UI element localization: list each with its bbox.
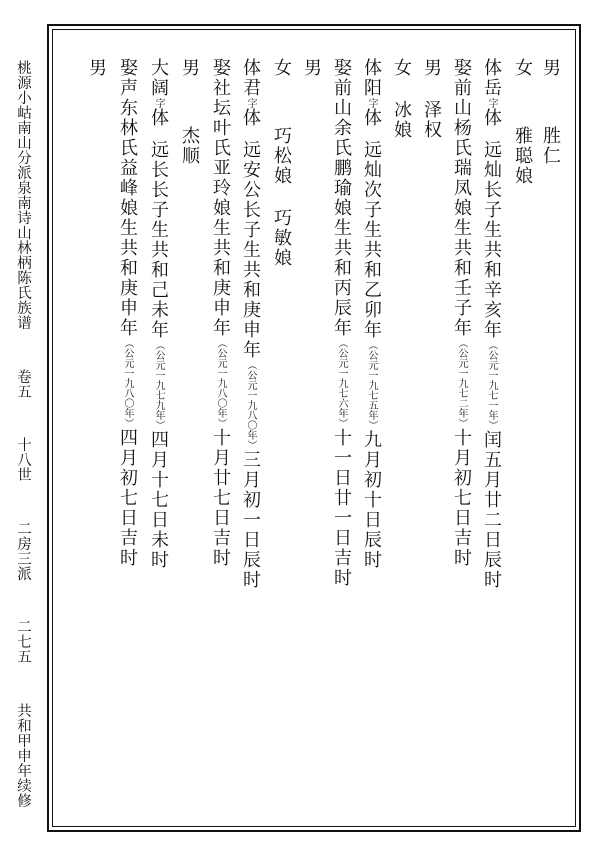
entry-text: 三月初一日辰时 [240,450,261,590]
text-column [143,58,173,818]
entry-text: 巧松娘 [271,126,292,186]
entry-text: 女 [391,58,412,78]
entry-text: 四月初七日吉时 [117,428,138,568]
entry-text: 泽权 [421,100,442,140]
text-column [296,58,326,818]
entry-text: 雅聪娘 [512,126,533,186]
text-column [386,58,416,818]
entry-text: 娶声东林氏益峰娘生共和庚申年 [117,58,138,338]
annotation-text: （公元一九七九年） [153,340,164,430]
entry-text: 体 [481,108,502,128]
margin-header [6,60,40,808]
entry-text: 男 [301,58,322,78]
annotation-text: （公元一九七六年） [336,338,347,428]
entry-text: 十一日廿一日吉时 [331,428,352,588]
entry-text: 九月初十日辰时 [361,430,382,570]
entry-text: 远长长子生共和己未年 [148,140,169,340]
entry-text: 远安公长子生共和庚申年 [240,140,261,360]
annotation-text: 字 [245,98,256,108]
annotation-text: （公元一九七二年） [456,338,467,428]
entry-text: 十月初七日吉时 [451,428,472,568]
text-column [476,58,506,818]
entry-text: 十月廿七日吉时 [210,428,231,568]
annotation-text: 字 [366,98,377,108]
entry-text: 冰娘 [391,100,412,140]
entry-text: 远灿长子生共和辛亥年 [481,140,502,340]
entry-text: 大阔 [148,58,169,98]
text-column [535,58,565,818]
entry-text: 体岳 [481,58,502,98]
entry-text: 男 [86,58,107,78]
text-column [266,58,296,818]
book-title: 桃源小岵南山分派泉南诗山林柄陈氏族谱 [15,60,31,330]
text-column [507,58,537,818]
text-column [112,58,142,818]
entry-text: 男 [179,58,200,78]
entry-text: 娶社坛叶氏亚玲娘生共和庚申年 [210,58,231,338]
entry-text: 巧敏娘 [271,208,292,268]
entry-text: 杰顺 [179,126,200,166]
entry-text: 体 [148,108,169,128]
entry-text: 娶前山余氏鹏瑜娘生共和丙辰年 [331,58,352,338]
entry-text: 女 [512,58,533,78]
annotation-text: （公元一九八〇年） [122,338,133,428]
text-column [174,58,204,818]
edition-label: 共和甲申年续修 [15,702,31,808]
entry-text: 四月十七日未时 [148,430,169,570]
text-column [416,58,446,818]
entry-text: 男 [540,58,561,78]
entry-text: 胜仁 [540,126,561,166]
volume-label: 卷五 [15,368,31,399]
annotation-text: （公元一九七五年） [366,340,377,430]
page-number: 二七五 [15,619,31,664]
entry-text: 远灿次子生共和乙卯年 [361,140,382,340]
entry-text: 女 [271,58,292,78]
annotation-text: （公元一九八〇年） [215,338,226,428]
text-column [356,58,386,818]
annotation-text: 字 [486,98,497,108]
annotation-text: （公元一九七一年） [486,340,497,430]
annotation-text: （公元一九八〇年） [245,360,256,450]
entry-text: 体君 [240,58,261,98]
entry-text: 闰五月廿二日辰时 [481,430,502,590]
text-column [326,58,356,818]
generation-label: 十八世 [15,437,31,482]
annotation-text: 字 [153,98,164,108]
entry-text: 男 [421,58,442,78]
entry-text: 体 [240,108,261,128]
entry-text: 体 [361,108,382,128]
entry-text: 体阳 [361,58,382,98]
text-column [235,58,265,818]
text-column [205,58,235,818]
text-column [81,58,111,818]
entry-text: 娶前山杨氏瑞凤娘生共和壬子年 [451,58,472,338]
text-column [446,58,476,818]
branch-label: 二房三派 [15,520,31,581]
